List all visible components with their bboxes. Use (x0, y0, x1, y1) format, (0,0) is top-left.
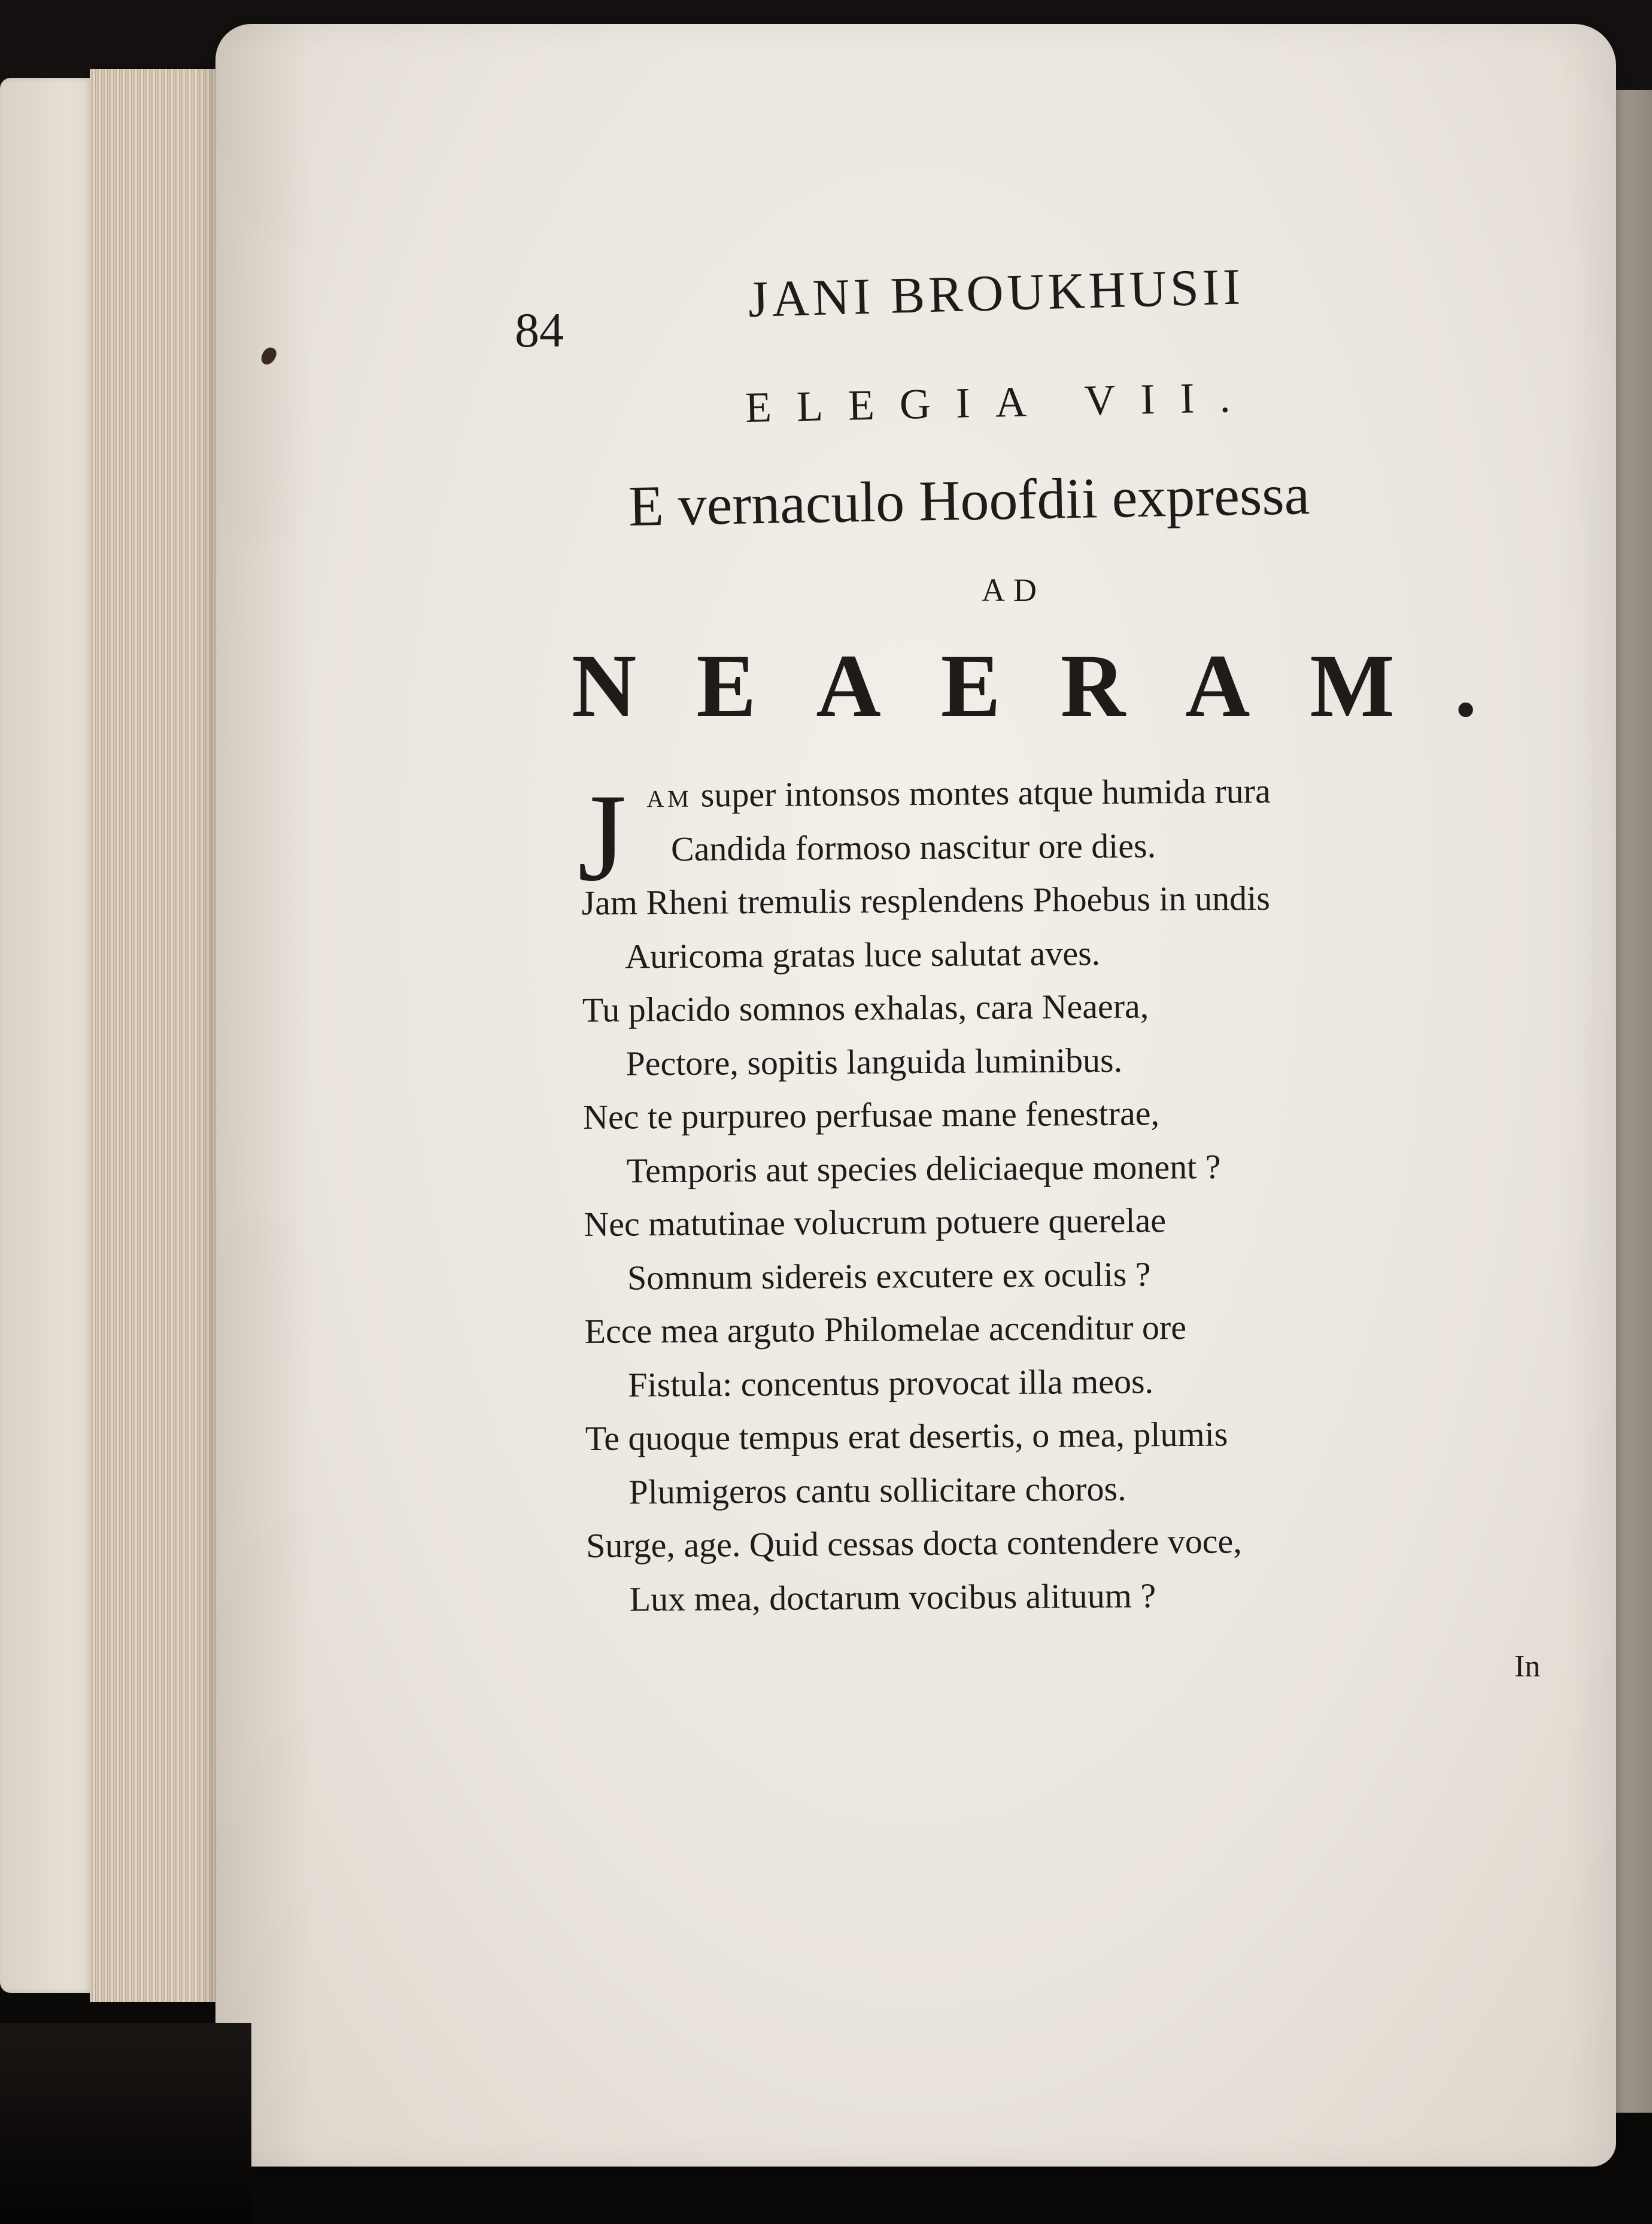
poem-line: Tu placido somnos exhalas, cara Neaera, (582, 986, 1149, 1029)
poem-line: AM super intonsos montes atque humida rura (646, 771, 1271, 815)
poem-line: Candida formoso nascitur ore dies. (670, 825, 1156, 868)
elegy-heading: ELEGIA VII. (745, 373, 1256, 432)
poem-line: Somnum sidereis excutere ex oculis ? (627, 1254, 1151, 1297)
poem-line: Plumigeros cantu sollicitare choros. (628, 1469, 1126, 1511)
poem-line: Fistula: concentus provocat illa meos. (627, 1361, 1154, 1404)
preposition-heading: AD (982, 572, 1045, 608)
poem-line: Pectore, sopitis languida luminibus. (625, 1040, 1123, 1083)
poem-line: Jam Rheni tremulis resplendens Phoebus in undis (581, 878, 1270, 922)
catchword: In (1514, 1649, 1541, 1684)
drop-cap: J (578, 768, 627, 907)
poem-body (581, 763, 1425, 1626)
poem-line: Temporis aut species deliciaeque monent ? (626, 1147, 1221, 1190)
addressee-heading: NEAERAM. (572, 636, 1537, 736)
poem-line: Lux mea, doctarum vocibus alituum ? (629, 1575, 1156, 1618)
table-shadow (0, 2023, 251, 2224)
page-stack-edge (90, 69, 227, 2002)
small-caps-opening: AM (646, 785, 693, 813)
poem-line: Te quoque tempus erat desertis, o mea, plumis (585, 1414, 1228, 1458)
running-head: JANI BROUKHUSII (747, 257, 1245, 328)
poem-subtitle: E vernaculo Hoofdii expressa (628, 462, 1311, 538)
page-number: 84 (515, 303, 564, 357)
poem-line: Surge, age. Quid cessas docta contendere voce, (585, 1521, 1242, 1565)
poem-line: Nec matutinae volucrum potuere querelae (584, 1201, 1167, 1244)
poem-line: Auricoma gratas luce salutat aves. (624, 933, 1101, 976)
poem-line: Ecce mea arguto Philomelae accenditur ore (584, 1307, 1187, 1351)
poem-line: Nec te purpureo perfusae mane fenestrae, (582, 1093, 1160, 1137)
